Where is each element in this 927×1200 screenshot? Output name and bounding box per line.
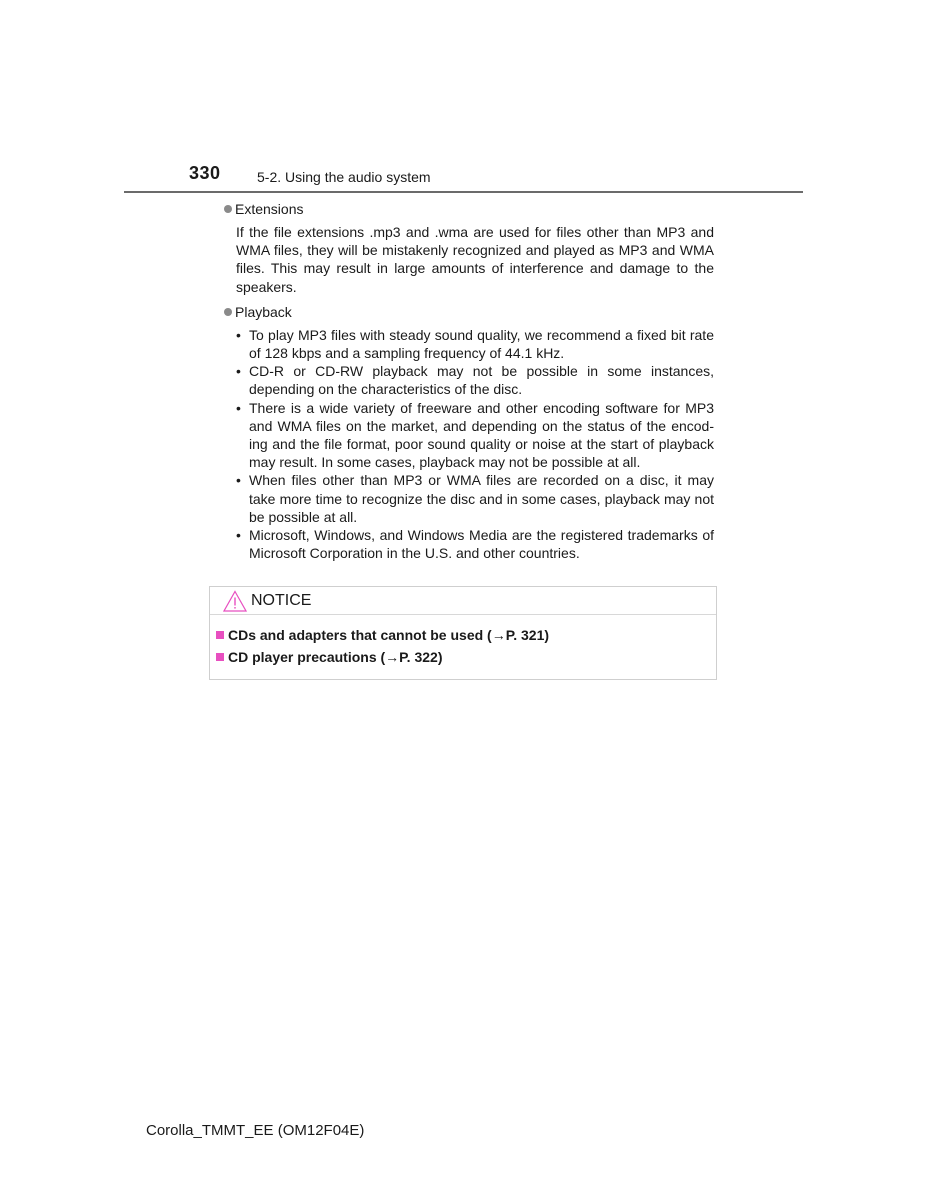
- list-item: [236, 399, 714, 472]
- extensions-heading-text: Extensions: [235, 200, 304, 217]
- bullet-mark: •: [236, 326, 241, 343]
- list-item-text: CD-R or CD-RW playback may not be possible in some instances, depending on the characteristics of the disc.: [249, 363, 714, 398]
- warning-triangle-icon: [223, 590, 247, 612]
- list-item: [236, 526, 714, 562]
- section-title: 5-2. Using the audio system: [257, 169, 431, 185]
- page-footer: Corolla_TMMT_EE (OM12F04E): [146, 1122, 365, 1139]
- notice-item: [216, 624, 716, 646]
- notice-title: NOTICE: [251, 591, 312, 609]
- list-item-text: When files other than MP3 or WMA files are recorded on a disc, it may take more time to recognize the disc and in some cases, playback may not be possible at all.: [249, 472, 714, 525]
- header-divider: [124, 191, 803, 193]
- playback-heading: [222, 302, 714, 322]
- extensions-heading: [222, 199, 714, 219]
- notice-item-text: CD player precautions (→P. 322): [228, 649, 443, 665]
- list-item: [236, 326, 714, 362]
- list-item-text: To play MP3 files with steady sound quality, we recommend a fixed bit rate of 128 kbps and a sampling frequency of 44.1 kHz.: [249, 326, 714, 362]
- playback-bullet-list: [236, 326, 714, 563]
- bullet-mark: •: [236, 399, 241, 416]
- page-number: 330: [189, 163, 221, 183]
- notice-item: [216, 646, 716, 668]
- list-item: [236, 362, 714, 398]
- list-item: [236, 471, 714, 526]
- playback-heading-text: Playback: [235, 303, 292, 320]
- list-item-text: There is a wide variety of freeware and other encoding software for MP3 and WMA files on the market, and depending on the status of the encod-ing and the file format, poor sound quality or noise at the start of playback may result. In some cases, playback may not be possible at all.: [249, 399, 714, 471]
- bullet-mark: •: [236, 527, 241, 544]
- list-item-text: Microsoft, Windows, and Windows Media are the registered trademarks of Microsoft Corporation in the U.S. and other countries.: [249, 527, 714, 562]
- bullet-dot-icon: [224, 205, 232, 213]
- bullet-mark: •: [236, 472, 241, 489]
- square-bullet-icon: [216, 653, 224, 661]
- main-content: [222, 199, 714, 562]
- notice-box: [209, 586, 717, 680]
- notice-item-text: CDs and adapters that cannot be used (→P. 321): [228, 627, 550, 643]
- extensions-paragraph: If the file extensions .mp3 and .wma are used for files other than MP3 and WMA files, they will be mistakenly recognized and played as MP3 and WMA files. This may result in large amounts of interference and damage to the speakers.: [236, 224, 714, 295]
- square-bullet-icon: [216, 631, 224, 639]
- bullet-mark: •: [236, 363, 241, 380]
- notice-body: [210, 615, 716, 668]
- notice-header: [210, 587, 716, 615]
- page-header: [0, 0, 927, 200]
- bullet-dot-icon: [224, 308, 232, 316]
